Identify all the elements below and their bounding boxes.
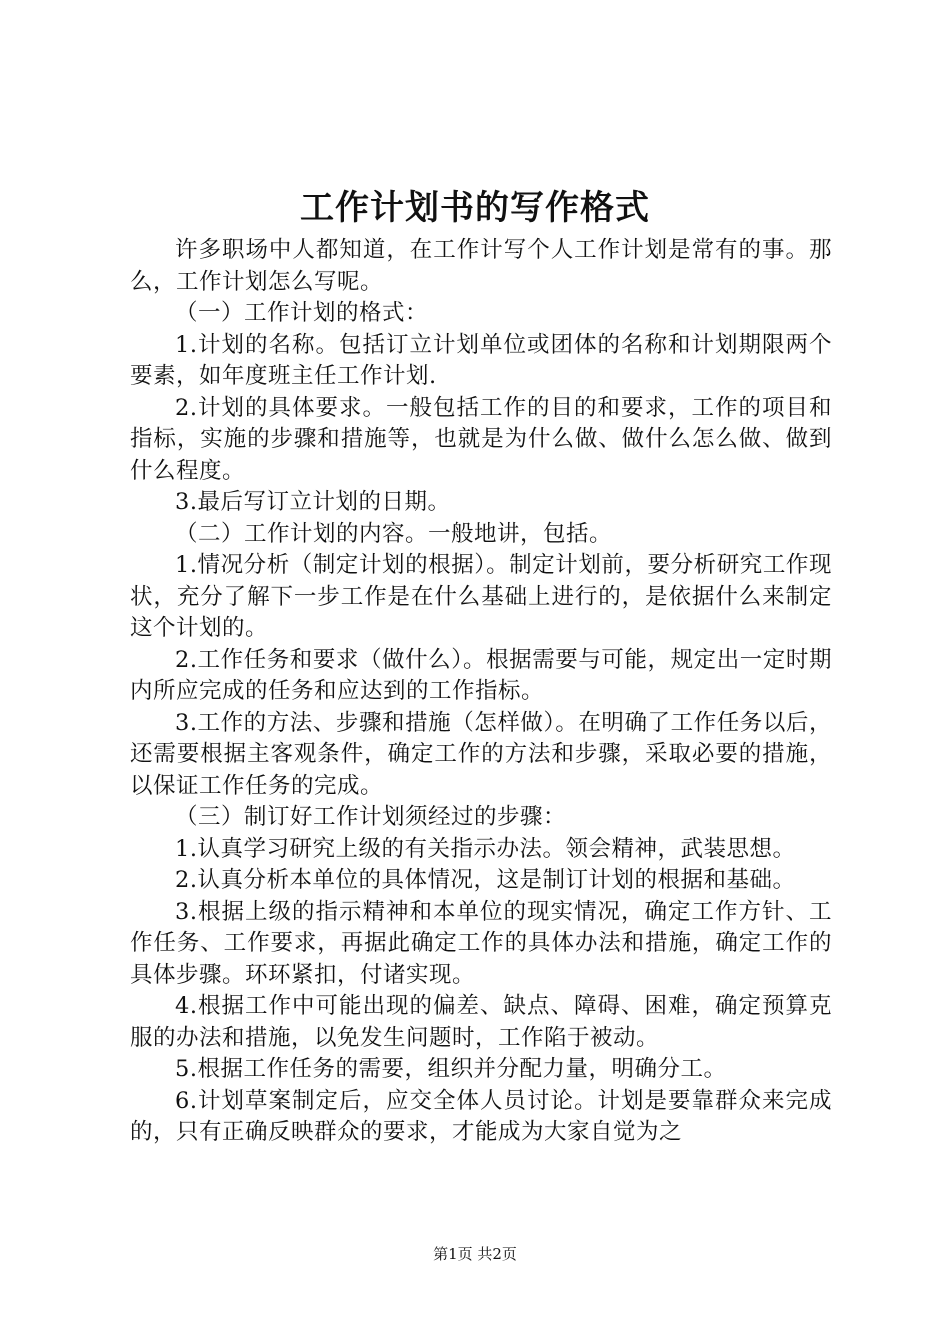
paragraph: 3.最后写订立计划的日期。 (175, 489, 451, 515)
paragraph: 1.情况分析（制定计划的根据）。制定计划前，要分析研究工作现状，充分了解下一步工作是在什么基础上进行的，是依据什么来制定这个计划的。 (130, 552, 832, 641)
document-title: 工作计划书的写作格式 (300, 188, 650, 228)
paragraph: 许多职场中人都知道，在工作计写个人工作计划是常有的事。那么，工作计划怎么写呢。 (130, 237, 832, 295)
section-heading: （二）工作计划的内容。一般地讲，包括。 (175, 520, 613, 547)
paragraph: 2.计划的具体要求。一般包括工作的目的和要求，工作的项目和指标，实施的步骤和措施等，也就是为什么做、做什么怎么做、做到什么程度。 (130, 394, 832, 484)
paragraph: 3.工作的方法、步骤和措施（怎样做）。在明确了工作任务以后，还需要根据主客观条件，确定工作的方法和步骤，采取必要的措施，以保证工作任务的完成。 (130, 709, 832, 799)
page-number-footer: 第1页 共2页 (433, 1245, 517, 1263)
paragraph: 6.计划草案制定后，应交全体人员讨论。计划是要靠群众来完成的，只有正确反映群众的要求，才能成为大家自觉为之 (130, 1087, 832, 1145)
paragraph: 1.计划的名称。包括订立计划单位或团体的名称和计划期限两个要素，如年度班主任工作计划. (130, 331, 832, 389)
paragraph: 2.认真分析本单位的具体情况，这是制订计划的根据和基础。 (175, 867, 796, 893)
document-body (130, 235, 832, 1149)
section-heading: （一）工作计划的格式： (175, 300, 429, 326)
paragraph: 5.根据工作任务的需要，组织并分配力量，明确分工。 (175, 1056, 727, 1082)
paragraph: 2.工作任务和要求（做什么）。根据需要与可能，规定出一定时期内所应完成的任务和应达到的工作指标。 (130, 646, 832, 704)
paragraph: 4.根据工作中可能出现的偏差、缺点、障碍、困难，确定预算克服的办法和措施，以免发生问题时，工作陷于被动。 (130, 993, 832, 1051)
paragraph: 3.根据上级的指示精神和本单位的现实情况，确定工作方针、工作任务、工作要求，再据此确定工作的具体办法和措施，确定工作的具体步骤。环环紧扣，付诸实现。 (130, 898, 832, 988)
paragraph: 1.认真学习研究上级的有关指示办法。领会精神，武装思想。 (175, 835, 796, 862)
section-heading: （三）制订好工作计划须经过的步骤： (175, 804, 567, 830)
